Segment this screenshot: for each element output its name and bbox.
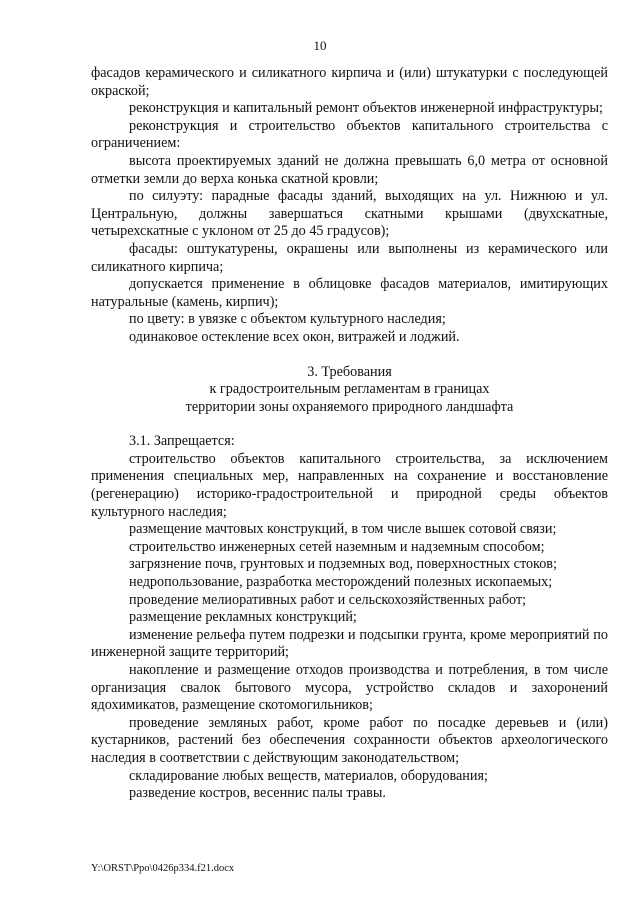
section-heading-line: к градостроительным регламентам в границах xyxy=(209,381,490,398)
paragraph: высота проектируемых зданий не должна превышать 6,0 метра от основной отметки земли до верха конька скатной кровли; xyxy=(91,152,608,187)
paragraph: изменение рельефа путем подрезки и подсыпки грунта, кроме мероприятий по инженерной защите территорий; xyxy=(91,626,608,661)
paragraph: строительство инженерных сетей наземным и надземным способом; xyxy=(129,538,545,555)
paragraph: фасады: оштукатурены, окрашены или выполнены из керамического или силикатного кирпича; xyxy=(91,240,608,275)
paragraph: накопление и размещение отходов производства и потребления, в том числе организация свалок бытового мусора, устройство складов и захоронений ядохимикатов, размещение скотомогильников; xyxy=(91,662,608,714)
file-path-footer: Y:\ORST\Ppo\0426p334.f21.docx xyxy=(91,863,235,874)
section-heading-line: территории зоны охраняемого природного ландшафта xyxy=(185,398,514,415)
spacer xyxy=(91,416,608,433)
section-heading-title: 3. Требования xyxy=(307,363,392,380)
paragraph: по цвету: в увязке с объектом культурного наследия; xyxy=(129,311,446,328)
paragraph: складирование любых веществ, материалов, оборудования; xyxy=(129,767,488,784)
paragraph: недропользование, разработка месторождений полезных ископаемых; xyxy=(129,574,553,591)
subsection-heading: 3.1. Запрещается: xyxy=(129,433,235,450)
paragraph: проведение земляных работ, кроме работ по посадке деревьев и (или) кустарников, растений без обеспечения сохранности объектов археологического наследия в соответствии с действующим законодательством; xyxy=(91,714,608,766)
paragraph: размещение мачтовых конструкций, в том числе вышек сотовой связи; xyxy=(129,521,557,538)
paragraph: допускается применение в облицовке фасадов материалов, имитирующих натуральные (камень, кирпич); xyxy=(91,276,608,310)
paragraph: реконструкция и строительство объектов капитального строительства с ограничением: xyxy=(91,117,608,152)
paragraph: проведение мелиоративных работ и сельскохозяйственных работ; xyxy=(129,591,527,608)
paragraph: одинаковое остекление всех окон, витражей и лоджий. xyxy=(129,328,460,345)
document-body xyxy=(91,65,608,803)
page-number: 10 xyxy=(313,38,327,53)
paragraph: размещение рекламных конструкций; xyxy=(129,609,357,626)
paragraph: реконструкция и капитальный ремонт объектов инженерной инфраструктуры; xyxy=(129,100,603,117)
section-heading xyxy=(91,364,608,417)
paragraph: загрязнение почв, грунтовых и подземных вод, поверхностных стоков; xyxy=(129,556,557,573)
spacer xyxy=(91,347,608,364)
paragraph: разведение костров, весеннис палы травы. xyxy=(129,785,386,802)
paragraph: строительство объектов капитального строительства, за исключением применения специальных мер, направленных на сохранение и восстановление (регенерацию) историко-градостроительной и природной среды объектов культурного наследия; xyxy=(91,450,608,520)
paragraph: по силуэту: парадные фасады зданий, выходящих на ул. Нижнюю и ул. Центральную, должны завершаться скатными крышами (двухскатные, четырехскатные с уклоном от 25 до 45 градусов); xyxy=(91,188,608,240)
paragraph: фасадов керамического и силикатного кирпича и (или) штукатурки с последующей окраской; xyxy=(91,65,608,99)
